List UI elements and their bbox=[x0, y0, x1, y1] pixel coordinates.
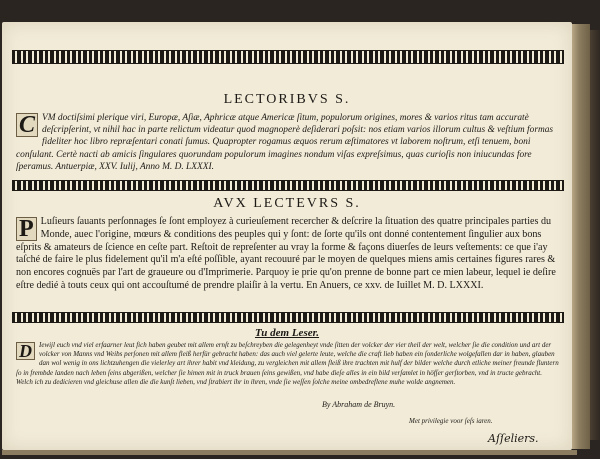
publisher-name: Aſſeliers. bbox=[488, 432, 539, 445]
dutch-heading-text: Tu dem Leser. bbox=[254, 327, 320, 339]
french-text: Luſieurs ſauants perſonnages ſe ſont employez à curieuſement recercher & deſcrire la ſituation des quatre principales parties du Monde, auec l'origine, mœurs & conditions des peuples qui y ſont: de ſorte qu'ils ont donné contentement ſingulier aux bons eſprits & amateurs de ſcience en ceſte part. Reſtoit de repreſenter au vray la forme & façons diuerſes de leurs veſtements: ce que i'ay taſché de faire le plus fidelement qu'il m'a eſté poſſible, ayant recouuré par le moyen de quelques miens amis certaines figures rares & non encores cognuës par l'art de graueure ou d'Imprimerie. Parquoy ie prie qu'on prenne de bonne part ce mien labeur, lequel ie deſire eſtre dedié à touts ceux qui ont accouſtumé de prendre plaiſir à la vertu. En Anuers, ce xxv. de Iuillet M. D. LXXXI. bbox=[16, 216, 556, 291]
ornament-band-lower bbox=[12, 312, 564, 323]
ornament-band-middle bbox=[12, 180, 564, 191]
privilege-note: Met privilegie voor ſeſs iaren. bbox=[409, 417, 493, 425]
dropcap-dutch: D bbox=[16, 342, 35, 360]
book-cover-edge bbox=[590, 30, 600, 440]
book-spine-edge bbox=[572, 24, 590, 449]
dutch-text: Iewijl euch vnd viel erfaarner leut fich haben geubet mit allem ernſt zu beſchreyben die gelegenheyt vnde ſitten der volcker der vier theil der welt, welcher ſie die condition und art der volcker von Manns vnd Weibs perſonen mit allem fleiß herfür gebracht haben: das auch viel gelerte leute, welche die craft lieb haben ein ſonderliche wolgefallen dar in haben, glauben dan wol wenig in ons lichtzuhengen die vielerley art ihrer habit vnd kleidung, zu vergleichen mit allem fleiß ihre trachten mit hulf der bilder welche durch etliche meiner freunde fluntern ſo in frembde landen nach leben ſeins abgerißen, welcher ſie himen mit in truck brauen ſeins gewißen, vnd habe dieſe alles in ein bild verſamlet in höfſer gerſtorben, vnd in tructe gebracht. Welch ich zu dedicieren vnd gleichuse allen die die kunſt lieben, vnd ſtrabiert ihr in ihren, vnde ſie weſſen ſolche meine ombedreflene muhe wolde angnemen. bbox=[16, 341, 559, 386]
french-heading: AVX LECTEVRS S. bbox=[213, 196, 361, 211]
latin-heading: LECTORIBVS S. bbox=[223, 92, 351, 107]
dropcap-french: P bbox=[16, 217, 37, 241]
dutch-paragraph bbox=[16, 341, 560, 387]
dutch-heading bbox=[2, 327, 572, 339]
french-paragraph bbox=[16, 216, 560, 293]
latin-paragraph bbox=[16, 112, 560, 173]
book-page bbox=[2, 22, 572, 450]
author-signature: By Abraham de Bruyn. bbox=[322, 400, 396, 409]
page-bottom-edge bbox=[2, 450, 577, 455]
latin-text: VM doctiſsimi plerique viri, Europæ, Aſiæ, Aphricæ atque Americæ ſitum, populorum origines, mores & varios ritus tam accuratè deſcripſerint, vt nihil hac in parte relictum videatur quod magnoperè deſiderari poſsit: nos etiam varios illorum cultus & veſtium formas fideliter hoc libro repræſentari conati ſumus. Quapropter rogamus æquos rerum æſtimatores vt laborem noſtrum, etſi tenuem, boni conſulant. Certè nacti ab amicis ſingulares quorundam populorum imagines nondum viſas expreſsimus, quas curioſis non iniucundas fore ſperamus. Antuerpiæ, XXV. Iulij, Anno M. D. LXXXI. bbox=[16, 113, 554, 172]
dropcap-latin: C bbox=[16, 113, 38, 137]
ornament-band-top bbox=[12, 50, 564, 64]
